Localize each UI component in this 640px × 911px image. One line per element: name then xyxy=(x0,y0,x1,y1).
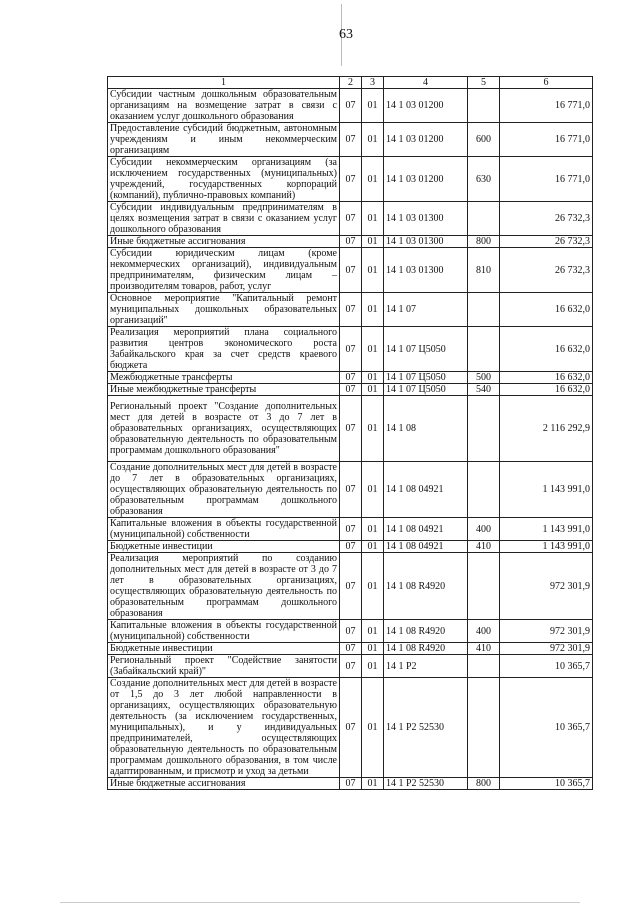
row-expense-type xyxy=(468,202,500,236)
row-amount: 16 771,0 xyxy=(500,89,593,123)
row-expense-type: 600 xyxy=(468,123,500,157)
row-name: Субсидии некоммерческим организациям (за исключением государственных (муниципальных) учреждений, государственных корпораций (компаний), публично-правовых компаний) xyxy=(108,157,340,202)
table-row xyxy=(108,89,593,123)
row-target-code: 14 1 P2 52530 xyxy=(384,678,468,778)
row-amount: 26 732,3 xyxy=(500,236,593,248)
table-row xyxy=(108,778,593,790)
row-target-code: 14 1 07 xyxy=(384,293,468,327)
row-section: 07 xyxy=(340,293,362,327)
row-subsection: 01 xyxy=(362,553,384,620)
table-row xyxy=(108,327,593,372)
table-row xyxy=(108,236,593,248)
row-name: Реализация мероприятий по созданию дополнительных мест для детей в возрасте от 3 до 7 лет в образовательных организациях, осуществляющих образовательную деятельность по образовательным программам дошкольного образования xyxy=(108,553,340,620)
row-target-code: 14 1 03 01300 xyxy=(384,248,468,293)
row-subsection: 01 xyxy=(362,372,384,384)
row-expense-type xyxy=(468,655,500,678)
row-expense-type: 410 xyxy=(468,643,500,655)
row-section: 07 xyxy=(340,157,362,202)
col-name-header: 1 xyxy=(108,77,340,89)
budget-table-header xyxy=(108,77,593,89)
row-section: 07 xyxy=(340,620,362,643)
row-section: 07 xyxy=(340,643,362,655)
row-target-code: 14 1 08 04921 xyxy=(384,462,468,518)
row-expense-type xyxy=(468,462,500,518)
row-subsection: 01 xyxy=(362,518,384,541)
table-row xyxy=(108,643,593,655)
row-subsection: 01 xyxy=(362,89,384,123)
row-amount: 16 771,0 xyxy=(500,123,593,157)
table-row xyxy=(108,553,593,620)
row-name: Субсидии частным дошкольным образовательным организациям на возмещение затрат в связи с оказанием услуг дошкольного образования xyxy=(108,89,340,123)
table-row xyxy=(108,123,593,157)
row-target-code: 14 1 07 Ц5050 xyxy=(384,327,468,372)
table-row xyxy=(108,620,593,643)
row-subsection: 01 xyxy=(362,678,384,778)
row-subsection: 01 xyxy=(362,123,384,157)
row-section: 07 xyxy=(340,396,362,462)
row-section: 07 xyxy=(340,541,362,553)
row-subsection: 01 xyxy=(362,655,384,678)
col-target-code-header: 4 xyxy=(384,77,468,89)
table-row xyxy=(108,396,593,462)
row-target-code: 14 1 08 R4920 xyxy=(384,553,468,620)
row-amount: 972 301,9 xyxy=(500,553,593,620)
table-row xyxy=(108,293,593,327)
row-name: Создание дополнительных мест для детей в возрасте до 7 лет в образовательных организациях, осуществляющих образовательную деятельность по образовательным программам дошкольного образования xyxy=(108,462,340,518)
budget-table xyxy=(107,76,593,790)
row-amount: 972 301,9 xyxy=(500,620,593,643)
row-expense-type xyxy=(468,89,500,123)
row-name: Предоставление субсидий бюджетным, автономным учреждениям и иным некоммерческим организациям xyxy=(108,123,340,157)
row-target-code: 14 1 03 01200 xyxy=(384,123,468,157)
page-number: 63 xyxy=(339,27,353,42)
row-expense-type: 800 xyxy=(468,778,500,790)
row-target-code: 14 1 03 01200 xyxy=(384,157,468,202)
row-amount: 1 143 991,0 xyxy=(500,518,593,541)
row-amount: 26 732,3 xyxy=(500,202,593,236)
row-name: Региональный проект "Содействие занятости (Забайкальский край)" xyxy=(108,655,340,678)
row-target-code: 14 1 03 01300 xyxy=(384,202,468,236)
row-subsection: 01 xyxy=(362,157,384,202)
row-section: 07 xyxy=(340,462,362,518)
row-expense-type: 400 xyxy=(468,518,500,541)
row-name: Субсидии юридическим лицам (кроме некоммерческих организаций), индивидуальным предпринимателям, физическим лицам – производителям товаров, работ, услуг xyxy=(108,248,340,293)
row-target-code: 14 1 07 Ц5050 xyxy=(384,372,468,384)
row-name: Капитальные вложения в объекты государственной (муниципальной) собственности xyxy=(108,620,340,643)
row-name: Иные бюджетные ассигнования xyxy=(108,778,340,790)
col-amount-header: 6 xyxy=(500,77,593,89)
row-section: 07 xyxy=(340,236,362,248)
row-section: 07 xyxy=(340,89,362,123)
row-expense-type: 400 xyxy=(468,620,500,643)
row-amount: 16 632,0 xyxy=(500,293,593,327)
row-amount: 10 365,7 xyxy=(500,678,593,778)
row-section: 07 xyxy=(340,372,362,384)
col-subsection-header: 3 xyxy=(362,77,384,89)
col-expense-type-header: 5 xyxy=(468,77,500,89)
row-amount: 26 732,3 xyxy=(500,248,593,293)
table-row xyxy=(108,157,593,202)
row-name: Иные бюджетные ассигнования xyxy=(108,236,340,248)
row-expense-type xyxy=(468,327,500,372)
row-name: Межбюджетные трансферты xyxy=(108,372,340,384)
row-name: Бюджетные инвестиции xyxy=(108,541,340,553)
budget-table-body xyxy=(108,89,593,790)
row-amount: 16 632,0 xyxy=(500,372,593,384)
row-name: Иные межбюджетные трансферты xyxy=(108,384,340,396)
row-subsection: 01 xyxy=(362,384,384,396)
row-target-code: 14 1 08 R4920 xyxy=(384,620,468,643)
row-target-code: 14 1 07 Ц5050 xyxy=(384,384,468,396)
row-expense-type: 630 xyxy=(468,157,500,202)
row-section: 07 xyxy=(340,553,362,620)
row-subsection: 01 xyxy=(362,778,384,790)
footer-rule xyxy=(60,902,580,903)
row-target-code: 14 1 08 04921 xyxy=(384,541,468,553)
row-subsection: 01 xyxy=(362,327,384,372)
row-expense-type: 800 xyxy=(468,236,500,248)
row-subsection: 01 xyxy=(362,541,384,553)
table-row xyxy=(108,202,593,236)
row-name: Капитальные вложения в объекты государственной (муниципальной) собственности xyxy=(108,518,340,541)
row-section: 07 xyxy=(340,123,362,157)
row-section: 07 xyxy=(340,248,362,293)
row-expense-type xyxy=(468,553,500,620)
row-amount: 972 301,9 xyxy=(500,643,593,655)
row-subsection: 01 xyxy=(362,248,384,293)
row-amount: 1 143 991,0 xyxy=(500,462,593,518)
row-subsection: 01 xyxy=(362,293,384,327)
row-amount: 16 632,0 xyxy=(500,384,593,396)
row-expense-type xyxy=(468,678,500,778)
row-name: Основное мероприятие "Капитальный ремонт муниципальных дошкольных образовательных организаций" xyxy=(108,293,340,327)
row-section: 07 xyxy=(340,202,362,236)
row-expense-type xyxy=(468,293,500,327)
table-row xyxy=(108,248,593,293)
row-amount: 1 143 991,0 xyxy=(500,541,593,553)
row-amount: 10 365,7 xyxy=(500,655,593,678)
row-target-code: 14 1 P2 xyxy=(384,655,468,678)
row-name: Региональный проект "Создание дополнительных мест для детей в возрасте от 3 до 7 лет в образовательных организациях, осуществляющих образовательную деятельность по образовательным программам дошкольного образования" xyxy=(108,396,340,462)
row-target-code: 14 1 P2 52530 xyxy=(384,778,468,790)
row-section: 07 xyxy=(340,518,362,541)
col-section-header: 2 xyxy=(340,77,362,89)
row-expense-type: 540 xyxy=(468,384,500,396)
row-subsection: 01 xyxy=(362,620,384,643)
row-expense-type: 410 xyxy=(468,541,500,553)
row-name: Бюджетные инвестиции xyxy=(108,643,340,655)
row-subsection: 01 xyxy=(362,462,384,518)
row-amount: 16 771,0 xyxy=(500,157,593,202)
table-row xyxy=(108,384,593,396)
row-subsection: 01 xyxy=(362,236,384,248)
row-section: 07 xyxy=(340,778,362,790)
row-subsection: 01 xyxy=(362,396,384,462)
row-name: Субсидии индивидуальным предпринимателям в целях возмещения затрат в связи с оказанием услуг дошкольного образования xyxy=(108,202,340,236)
row-subsection: 01 xyxy=(362,643,384,655)
header-row xyxy=(108,77,593,89)
row-section: 07 xyxy=(340,655,362,678)
table-row xyxy=(108,462,593,518)
row-target-code: 14 1 03 01200 xyxy=(384,89,468,123)
row-amount: 16 632,0 xyxy=(500,327,593,372)
row-amount: 10 365,7 xyxy=(500,778,593,790)
table-row xyxy=(108,655,593,678)
table-row xyxy=(108,678,593,778)
row-target-code: 14 1 03 01300 xyxy=(384,236,468,248)
row-name: Реализация мероприятий плана социального развития центров экономического роста Забайкальского края за счет средств краевого бюджета xyxy=(108,327,340,372)
row-subsection: 01 xyxy=(362,202,384,236)
row-name: Создание дополнительных мест для детей в возрасте от 1,5 до 3 лет любой направленности в организациях, осуществляющих образовательную деятельность (за исключением государственных, муниципальных), и у индивидуальных предпринимателей, осуществляющих образовательную деятельность по образовательным программам дошкольного образования, в том числе адаптированным, и присмотр и уход за детьми xyxy=(108,678,340,778)
row-section: 07 xyxy=(340,327,362,372)
row-amount: 2 116 292,9 xyxy=(500,396,593,462)
row-target-code: 14 1 08 R4920 xyxy=(384,643,468,655)
row-target-code: 14 1 08 04921 xyxy=(384,518,468,541)
table-row xyxy=(108,518,593,541)
row-target-code: 14 1 08 xyxy=(384,396,468,462)
table-row xyxy=(108,372,593,384)
row-section: 07 xyxy=(340,384,362,396)
row-section: 07 xyxy=(340,678,362,778)
row-expense-type: 810 xyxy=(468,248,500,293)
table-row xyxy=(108,541,593,553)
row-expense-type: 500 xyxy=(468,372,500,384)
row-expense-type xyxy=(468,396,500,462)
